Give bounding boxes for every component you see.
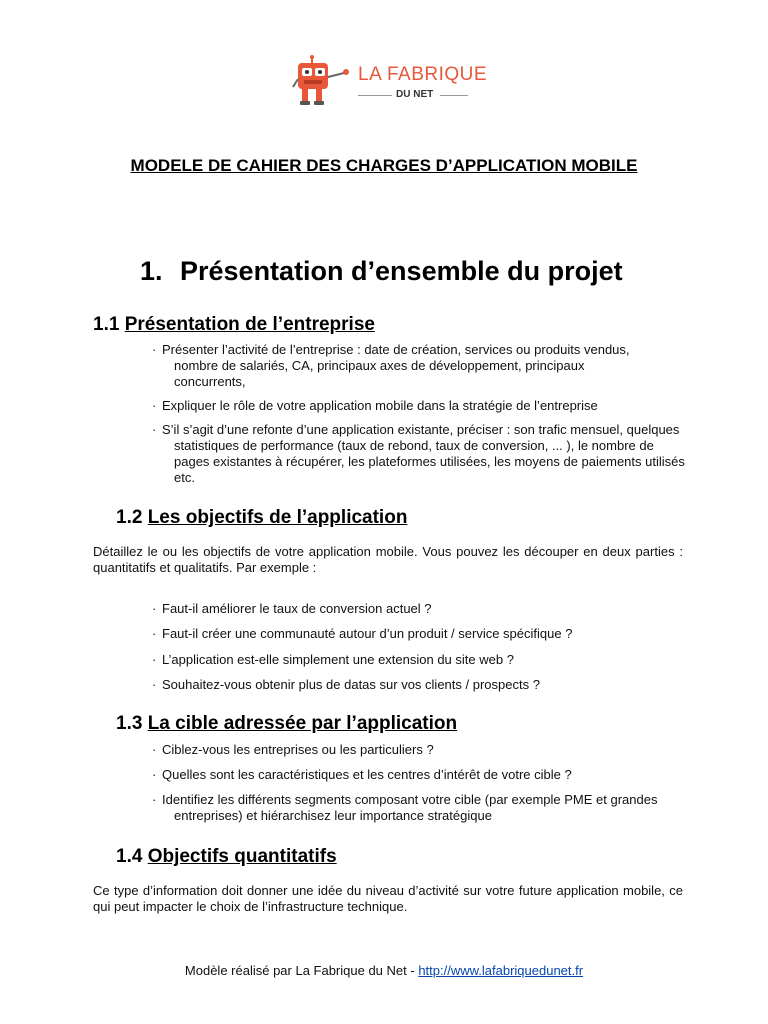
paragraph: Détaillez le ou les objectifs de votre application mobile. Vous pouvez les découper en deux parties : quantitatifs et qualitatifs. Par exemple :: [93, 544, 683, 575]
robot-mascot-icon: [290, 55, 354, 111]
subsection-title: Présentation de l’entreprise: [124, 314, 375, 335]
list-item: · Quelles sont les caractéristiques et les centres d’intérêt de votre cible ?: [152, 767, 572, 782]
footer-link[interactable]: http://www.lafabriquedunet.fr: [418, 963, 584, 978]
list-item: · Souhaitez-vous obtenir plus de datas sur vos clients / prospects ?: [152, 677, 540, 692]
subsection-title: La cible adressée par l’application: [147, 713, 458, 734]
bullet-icon: ·: [152, 677, 157, 692]
bullet-icon: ·: [152, 422, 157, 437]
section-title: Présentation d’ensemble du projet: [180, 256, 623, 286]
bullet-icon: ·: [152, 601, 157, 616]
section-heading-1: [140, 256, 623, 287]
list-item: · Faut-il améliorer le taux de conversion actuel ?: [152, 601, 432, 616]
logo-subtitle: DU NET: [396, 89, 434, 100]
subsection-title: Les objectifs de l’application: [147, 507, 408, 528]
subsection-number: 1.3: [116, 713, 143, 734]
bullet-icon: ·: [152, 792, 157, 807]
list-item: · Identifiez les différents segments composant votre cible (par exemple PME et grandes entreprises) et hiérarchisez leur importance stratégique: [152, 792, 658, 823]
document-title: MODELE DE CAHIER DES CHARGES D’APPLICATION MOBILE: [130, 156, 638, 175]
bullet-icon: ·: [152, 398, 157, 413]
bullet-icon: ·: [152, 652, 157, 667]
subsection-heading-1-3: [116, 713, 457, 735]
logo-title: LA FABRIQUE: [358, 64, 488, 85]
subsection-number: 1.4: [116, 846, 143, 867]
subsection-number: 1.1: [93, 314, 120, 335]
list-item: · Expliquer le rôle de votre application mobile dans la stratégie de l’entreprise: [152, 398, 598, 413]
list-item: · Présenter l’activité de l’entreprise : date de création, services ou produits vendus, nombre de salariés, CA, principaux axes de développement, principaux concurrents,: [152, 342, 630, 389]
footer-text: Modèle réalisé par La Fabrique du Net -: [184, 963, 419, 978]
subsection-title: Objectifs quantitatifs: [147, 846, 337, 867]
subsection-heading-1-1: [93, 314, 375, 336]
list-item: · S’il s’agit d’une refonte d’une application existante, préciser : son trafic mensuel, quelques statistiques de performance (taux de rebond, taux de conversion, ... ), le nombre de pages existantes à récupérer, les plateformes utilisées, les moyens de paiements utilisés etc.: [152, 422, 685, 485]
logo: [290, 55, 488, 111]
bullet-icon: ·: [152, 767, 157, 782]
section-number: 1.: [140, 256, 163, 286]
list-item: · Faut-il créer une communauté autour d’un produit / service spécifique ?: [152, 626, 573, 641]
bullet-icon: ·: [152, 742, 157, 757]
paragraph: Ce type d’information doit donner une idée du niveau d’activité sur votre future application mobile, ce qui peut impacter le choix de l’infrastructure technique.: [93, 883, 683, 914]
subsection-number: 1.2: [116, 507, 143, 528]
list-item: · L’application est-elle simplement une extension du site web ?: [152, 652, 514, 667]
bullet-icon: ·: [152, 626, 157, 641]
subsection-heading-1-4: [116, 846, 337, 868]
list-item: · Ciblez-vous les entreprises ou les particuliers ?: [152, 742, 434, 757]
footer: [0, 963, 768, 978]
subsection-heading-1-2: [116, 507, 407, 529]
bullet-icon: ·: [152, 342, 157, 357]
